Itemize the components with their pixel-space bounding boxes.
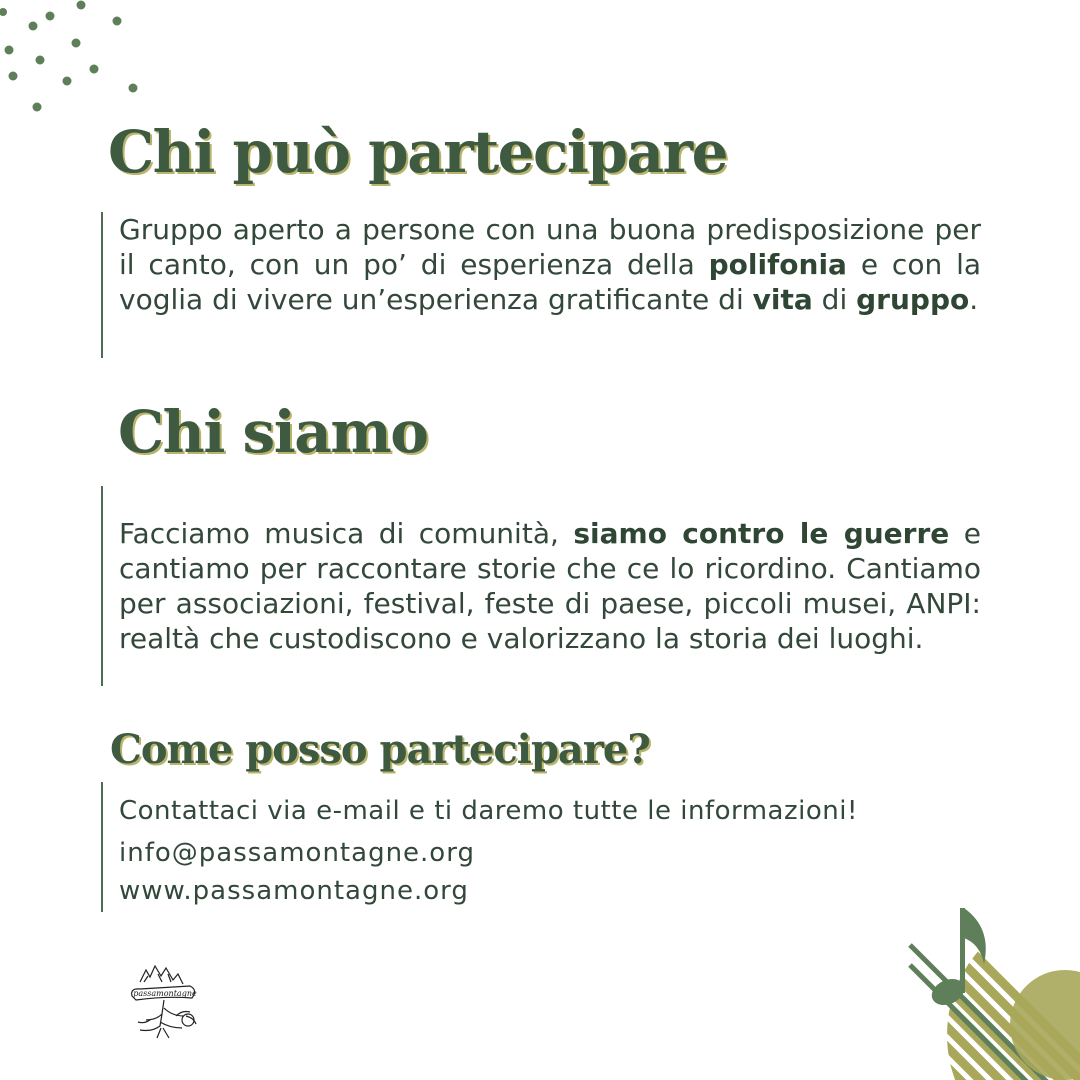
logo-text: passamontagne xyxy=(133,989,197,998)
text: Gruppo aperto a persone con una buona predisposizione per il canto, con un po’ di esperienza della xyxy=(119,213,981,281)
paragraph xyxy=(119,516,981,656)
text: di xyxy=(812,283,857,316)
section-body-contatti xyxy=(101,782,981,912)
music-note-icon xyxy=(900,900,1080,1080)
bold-text: vita xyxy=(752,283,813,316)
section-title-come-posso-partecipare: Come posso partecipare? xyxy=(110,726,650,773)
email-link[interactable]: info@passamontagne.org xyxy=(119,838,475,868)
bold-text: polifonia xyxy=(708,248,847,281)
text: e con la voglia di vivere un’esperienza gratificante di xyxy=(119,248,982,316)
dots-pattern-icon xyxy=(0,0,150,120)
section-body-chi-puo-partecipare xyxy=(101,212,981,358)
text: e cantiamo per raccontare storie che ce lo ricordino. Cantiamo per associazioni, festival, feste di paese, piccoli musei, ANPI: realtà che custodiscono e valorizzano la storia dei luoghi. xyxy=(119,517,981,655)
section-title-chi-siamo: Chi siamo xyxy=(118,398,428,466)
tree-mountain-logo-icon xyxy=(126,962,204,1044)
bold-text: gruppo xyxy=(856,283,970,316)
paragraph xyxy=(119,212,981,317)
bold-text: siamo contro le guerre xyxy=(573,517,950,550)
contact-text: Contattaci via e-mail e ti daremo tutte le informazioni! xyxy=(119,796,858,826)
text: . xyxy=(969,283,979,316)
section-body-chi-siamo xyxy=(101,486,981,686)
section-title-chi-puo-partecipare: Chi può partecipare xyxy=(108,118,727,186)
text: Facciamo musica di comunità, xyxy=(119,517,574,550)
website-link[interactable]: www.passamontagne.org xyxy=(119,876,469,906)
